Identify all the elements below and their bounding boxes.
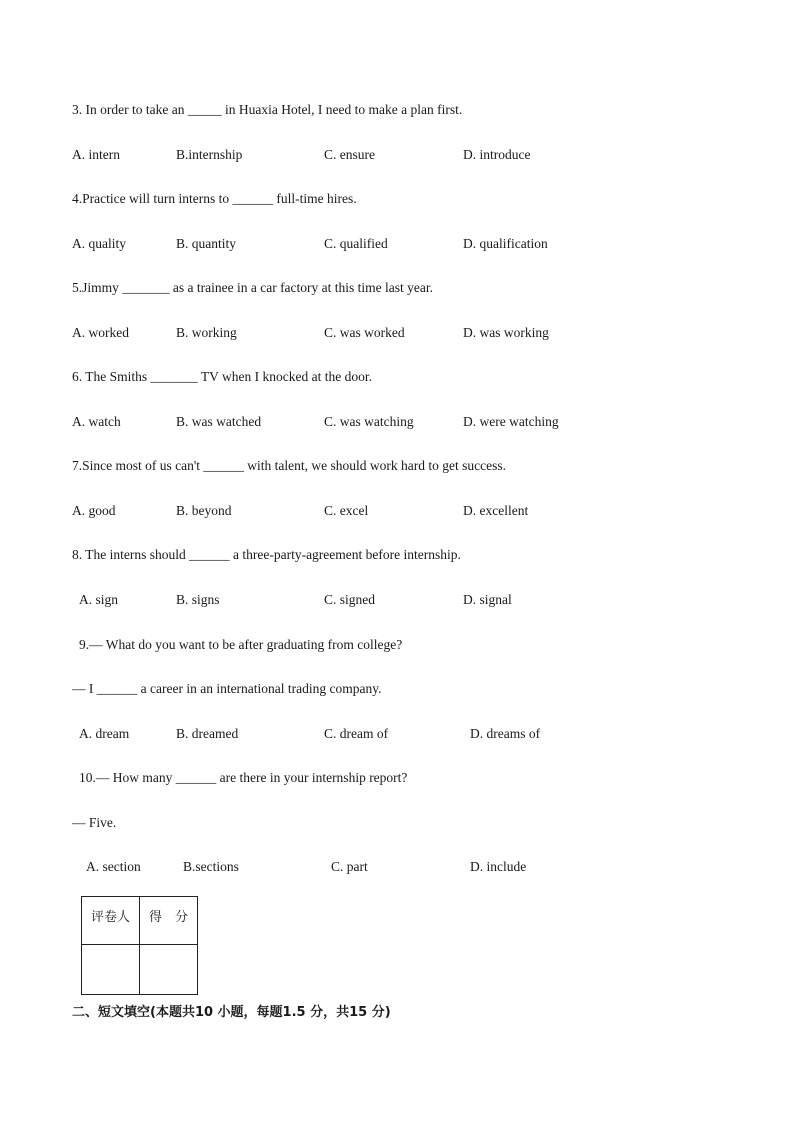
q7-option-b: B. beyond bbox=[176, 503, 232, 518]
q6-option-d: D. were watching bbox=[463, 414, 559, 429]
q5-option-b: B. working bbox=[176, 325, 237, 340]
q8-option-d: D. signal bbox=[463, 592, 512, 607]
q10-option-d: D. include bbox=[470, 859, 527, 874]
q3-option-c: C. ensure bbox=[324, 147, 375, 162]
q7-option-a: A. good bbox=[72, 503, 116, 518]
q5-option-a: A. worked bbox=[72, 325, 129, 340]
question-6-stem: 6. The Smiths _______ TV when I knocked at the door. bbox=[72, 369, 372, 384]
q7-option-c: C. excel bbox=[324, 503, 369, 518]
q5-option-d: D. was working bbox=[463, 325, 549, 340]
section-heading: 二、短文填空(本题共10 小题，每题1.5 分，共15 分) bbox=[72, 1005, 391, 1020]
question-3-stem: 3. In order to take an _____ in Huaxia Hotel, I need to make a plan first. bbox=[72, 102, 463, 117]
q9-option-a: A. dream bbox=[79, 726, 130, 741]
q3-option-a: A. intern bbox=[72, 147, 120, 162]
q10-option-b: B.sections bbox=[183, 859, 239, 874]
q8-option-c: C. signed bbox=[324, 592, 376, 607]
q6-option-c: C. was watching bbox=[324, 414, 414, 429]
question-7-stem: 7.Since most of us can't ______ with talent, we should work hard to get success. bbox=[72, 458, 506, 473]
q9-option-d: D. dreams of bbox=[470, 726, 541, 741]
q4-option-b: B. quantity bbox=[176, 236, 236, 251]
q5-option-c: C. was worked bbox=[324, 325, 405, 340]
q8-option-a: A. sign bbox=[79, 592, 119, 607]
question-5-stem: 5.Jimmy _______ as a trainee in a car factory at this time last year. bbox=[72, 280, 434, 295]
question-9-response: — I ______ a career in an international trading company. bbox=[72, 681, 382, 696]
score-table bbox=[81, 896, 198, 995]
q6-option-a: A. watch bbox=[72, 414, 121, 429]
question-10-stem: 10.— How many ______ are there in your internship report? bbox=[79, 770, 408, 785]
reviewer-cell bbox=[82, 945, 140, 995]
q8-option-b: B. signs bbox=[176, 592, 220, 607]
reviewer-header: 评卷人 bbox=[82, 897, 140, 945]
q4-option-a: A. quality bbox=[72, 236, 126, 251]
q4-option-c: C. qualified bbox=[324, 236, 388, 251]
q10-option-a: A. section bbox=[86, 859, 141, 874]
question-10-response: — Five. bbox=[72, 815, 117, 830]
score-header: 得 分 bbox=[140, 897, 198, 945]
score-cell bbox=[140, 945, 198, 995]
q4-option-d: D. qualification bbox=[463, 236, 548, 251]
q3-option-b: B.internship bbox=[176, 147, 243, 162]
question-9-stem: 9.— What do you want to be after graduating from college? bbox=[79, 637, 403, 652]
q7-option-d: D. excellent bbox=[463, 503, 529, 518]
q9-option-c: C. dream of bbox=[324, 726, 389, 741]
q6-option-b: B. was watched bbox=[176, 414, 262, 429]
q9-option-b: B. dreamed bbox=[176, 726, 239, 741]
q10-option-c: C. part bbox=[331, 859, 368, 874]
question-8-stem: 8. The interns should ______ a three-party-agreement before internship. bbox=[72, 547, 461, 562]
q3-option-d: D. introduce bbox=[463, 147, 531, 162]
question-4-stem: 4.Practice will turn interns to ______ full-time hires. bbox=[72, 191, 357, 206]
